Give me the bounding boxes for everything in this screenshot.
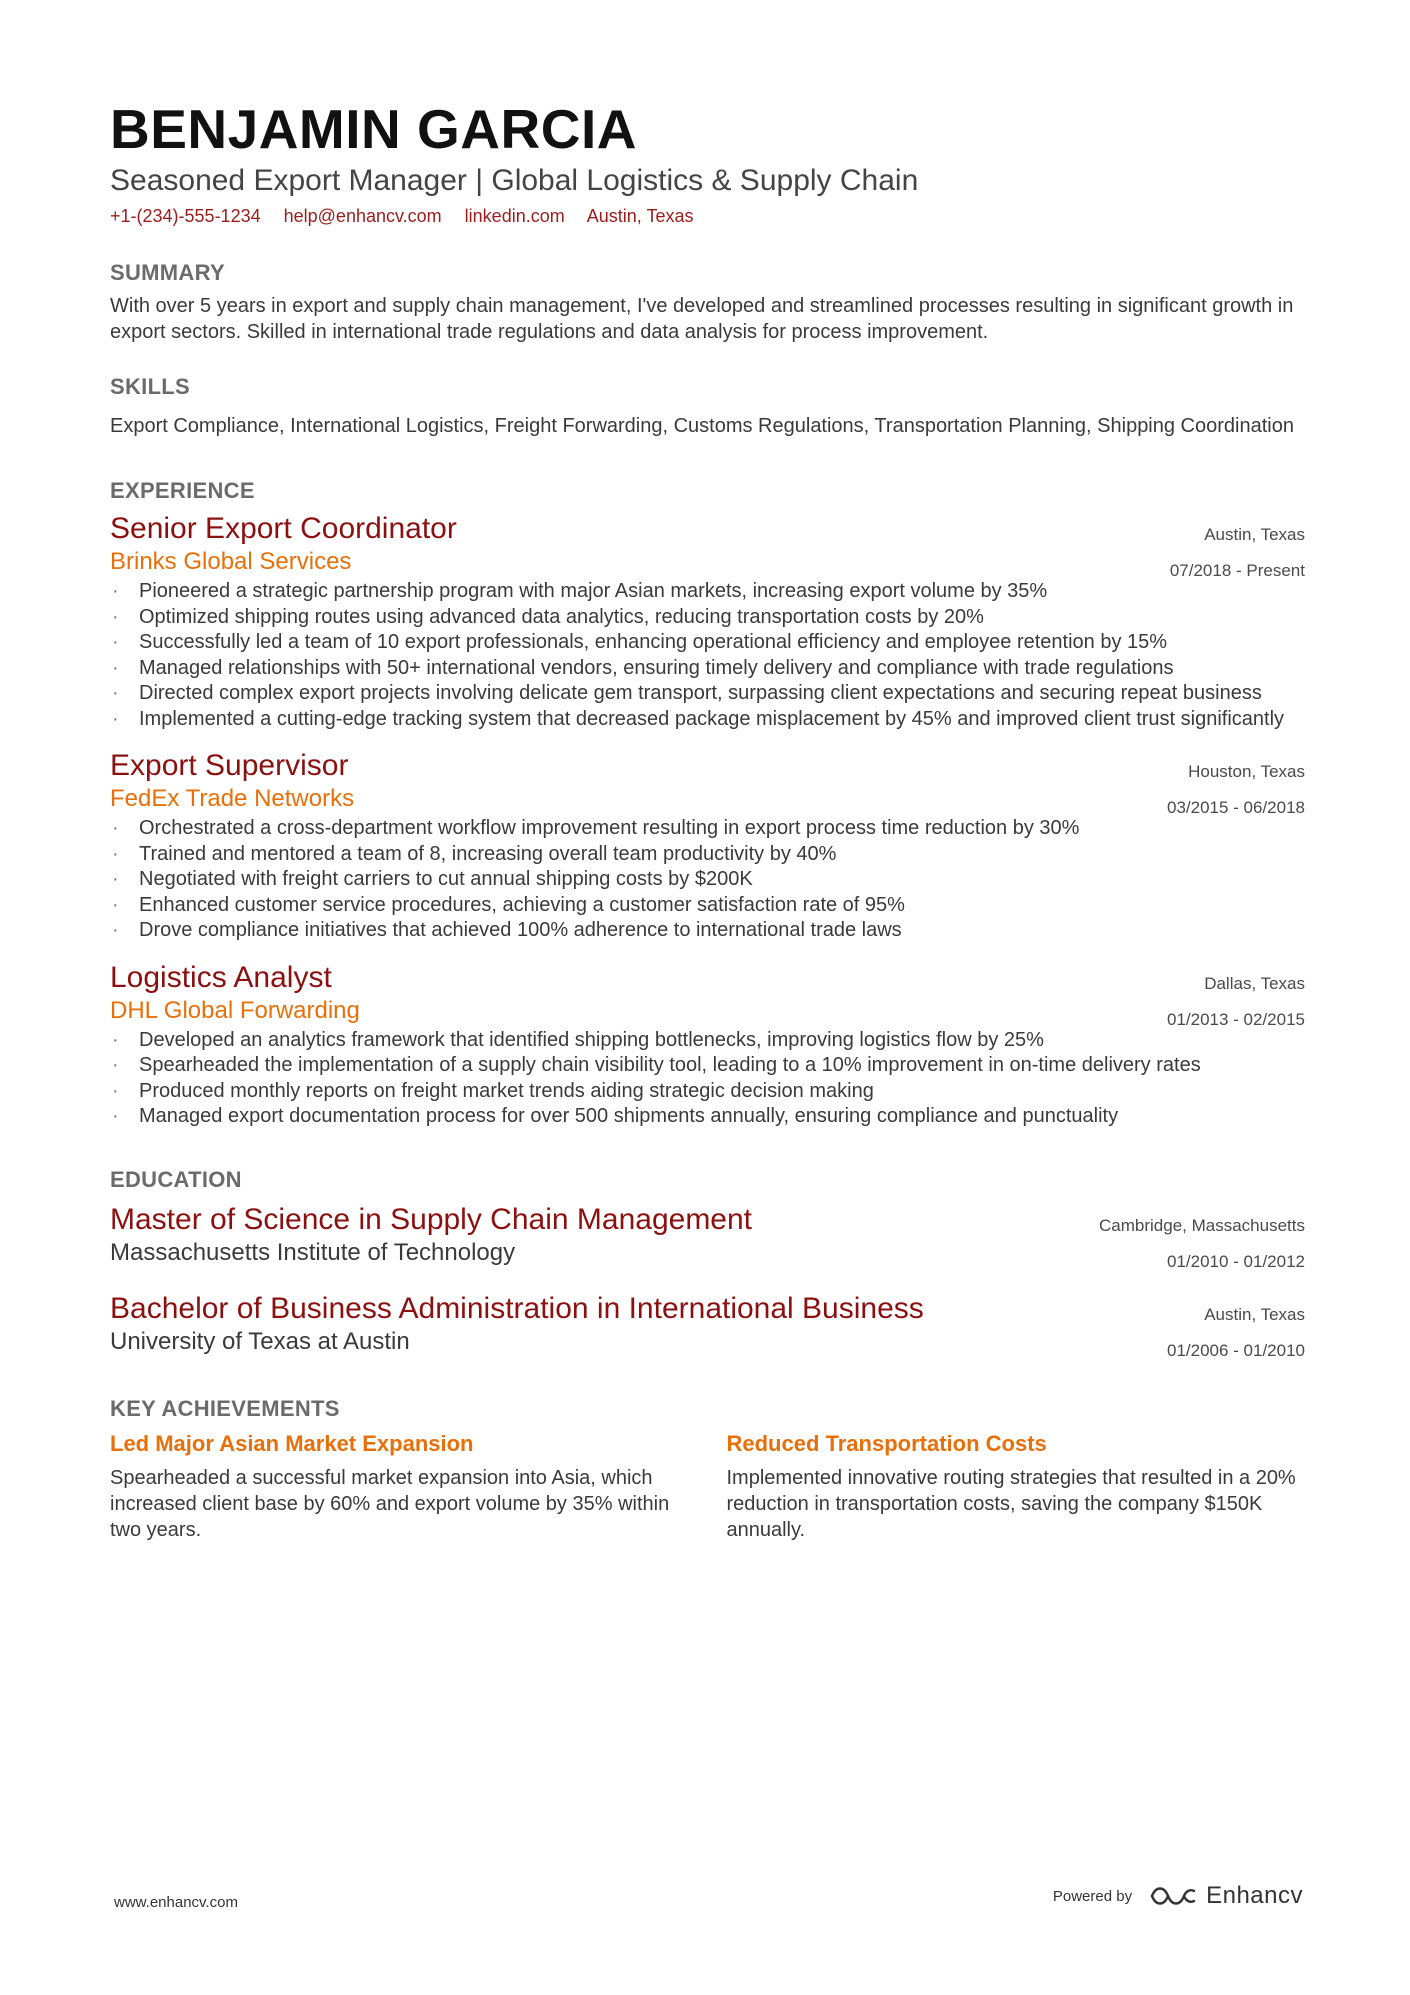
job-company: Brinks Global Services [110, 548, 352, 575]
section-title: SUMMARY [110, 260, 225, 285]
education-entry [110, 1291, 1305, 1360]
list-item: · Directed complex export projects involving delicate gem transport, surpassing client expectations and securing repeat business [110, 681, 1309, 707]
skills-section [110, 373, 1305, 439]
summary-text: With over 5 years in export and supply chain management, I've developed and streamlined processes resulting in significant growth in export sectors. Skilled in international trade regulations and data analysis for process improvement. [110, 295, 1294, 343]
list-item: · Negotiated with freight carriers to cut annual shipping costs by $200K [110, 867, 1309, 893]
job-entry [110, 960, 1305, 1130]
list-item: · Developed an analytics framework that identified shipping bottlenecks, improving logistics flow by 25% [110, 1028, 1309, 1054]
section-title: SKILLS [110, 374, 191, 399]
job-location: Dallas, Texas [1204, 973, 1305, 993]
job-entry [110, 511, 1305, 732]
contact-email[interactable]: help@enhancv.com [283, 206, 442, 226]
contact-linkedin[interactable]: linkedin.com [464, 206, 565, 226]
education-meta [1167, 1297, 1305, 1369]
resume-header [110, 96, 1305, 228]
achievement-title: Reduced Transportation Costs [726, 1430, 1047, 1456]
job-company: FedEx Trade Networks [110, 785, 355, 812]
school-name: Massachusetts Institute of Technology [110, 1238, 516, 1266]
achievement-item [110, 1429, 689, 1543]
candidate-name: BENJAMIN GARCIA [110, 98, 637, 160]
list-item: · Managed export documentation process for over 500 shipments annually, ensuring compliance and punctuality [110, 1104, 1309, 1130]
section-title: EXPERIENCE [110, 478, 255, 503]
job-location: Austin, Texas [1204, 525, 1305, 544]
education-entry [110, 1202, 1305, 1271]
enhancv-logo-icon [1150, 1884, 1196, 1908]
contact-line [110, 204, 1305, 228]
job-dates: 07/2018 - Present [1169, 561, 1305, 580]
achievements-grid [110, 1429, 1305, 1543]
job-entry [110, 748, 1305, 944]
education-dates: 01/2010 - 01/2012 [1166, 1251, 1305, 1271]
contact-phone[interactable]: +1-(234)-555-1234 [110, 206, 261, 226]
achievement-title: Led Major Asian Market Expansion [110, 1430, 474, 1456]
experience-section [110, 477, 1305, 1130]
contact-location: Austin, Texas [586, 206, 694, 226]
section-title: EDUCATION [110, 1166, 242, 1192]
job-company: DHL Global Forwarding [110, 996, 360, 1024]
resume-page [110, 96, 1305, 1543]
school-name: University of Texas at Austin [110, 1327, 410, 1355]
list-item: · Enhanced customer service procedures, achieving a customer satisfaction rate of 95% [110, 893, 1309, 919]
education-meta [1099, 1208, 1305, 1280]
job-dates: 03/2015 - 06/2018 [1166, 798, 1305, 817]
powered-by-label: Powered by [1052, 1887, 1133, 1905]
list-item: · Implemented a cutting-edge tracking system that decreased package misplacement by 45% and improved client trust significantly [110, 707, 1309, 733]
job-bullets [110, 816, 1305, 944]
brand-name: Enhancv [1206, 1882, 1303, 1909]
education-location: Cambridge, Massachusetts [1099, 1215, 1305, 1235]
job-dates: 01/2013 - 02/2015 [1166, 1009, 1305, 1029]
section-title: KEY ACHIEVEMENTS [110, 1395, 340, 1421]
achievement-item [727, 1429, 1306, 1543]
job-bullets [110, 579, 1305, 732]
education-dates: 01/2006 - 01/2010 [1166, 1340, 1305, 1360]
job-bullets [110, 1028, 1305, 1130]
skills-text: Export Compliance, International Logistics, Freight Forwarding, Customs Regulations, Transportation Planning, Shipping Coordination [110, 415, 1294, 437]
education-location: Austin, Texas [1204, 1304, 1305, 1324]
list-item: · Orchestrated a cross-department workflow improvement resulting in export process time reduction by 30% [110, 816, 1309, 842]
list-item: · Produced monthly reports on freight market trends aiding strategic decision making [110, 1079, 1309, 1105]
degree-title: Bachelor of Business Administration in International Business [110, 1291, 924, 1325]
job-location: Houston, Texas [1188, 762, 1305, 781]
list-item: · Spearheaded the implementation of a supply chain visibility tool, leading to a 10% improvement in on-time delivery rates [110, 1053, 1309, 1079]
list-item: · Trained and mentored a team of 8, increasing overall team productivity by 40% [110, 842, 1309, 868]
list-item: · Drove compliance initiatives that achieved 100% adherence to international trade laws [110, 918, 1309, 944]
enhancv-brand[interactable] [1150, 1882, 1303, 1910]
achievements-section [110, 1395, 1305, 1543]
job-title: Senior Export Coordinator [110, 512, 457, 545]
list-item: · Pioneered a strategic partnership program with major Asian markets, increasing export volume by 35% [110, 579, 1309, 605]
degree-title: Master of Science in Supply Chain Management [110, 1202, 753, 1236]
footer-branding [1053, 1882, 1303, 1910]
list-item: · Managed relationships with 50+ international vendors, ensuring timely delivery and compliance with trade regulations [110, 656, 1309, 682]
list-item: · Successfully led a team of 10 export professionals, enhancing operational efficiency and employee retention by 15% [110, 630, 1309, 656]
summary-section [110, 259, 1305, 345]
footer-website[interactable]: www.enhancv.com [114, 1894, 238, 1911]
education-section [110, 1166, 1305, 1360]
achievement-text: Implemented innovative routing strategies that resulted in a 20% reduction in transportation costs, saving the company $150K annually. [726, 1466, 1296, 1541]
achievement-text: Spearheaded a successful market expansion into Asia, which increased client base by 60% and export volume by 35% within two years. [110, 1466, 670, 1541]
job-title: Export Supervisor [110, 749, 349, 782]
job-title: Logistics Analyst [110, 960, 332, 994]
list-item: · Optimized shipping routes using advanced data analytics, reducing transportation costs by 20% [110, 605, 1309, 631]
candidate-tagline: Seasoned Export Manager | Global Logistics & Supply Chain [110, 164, 919, 197]
